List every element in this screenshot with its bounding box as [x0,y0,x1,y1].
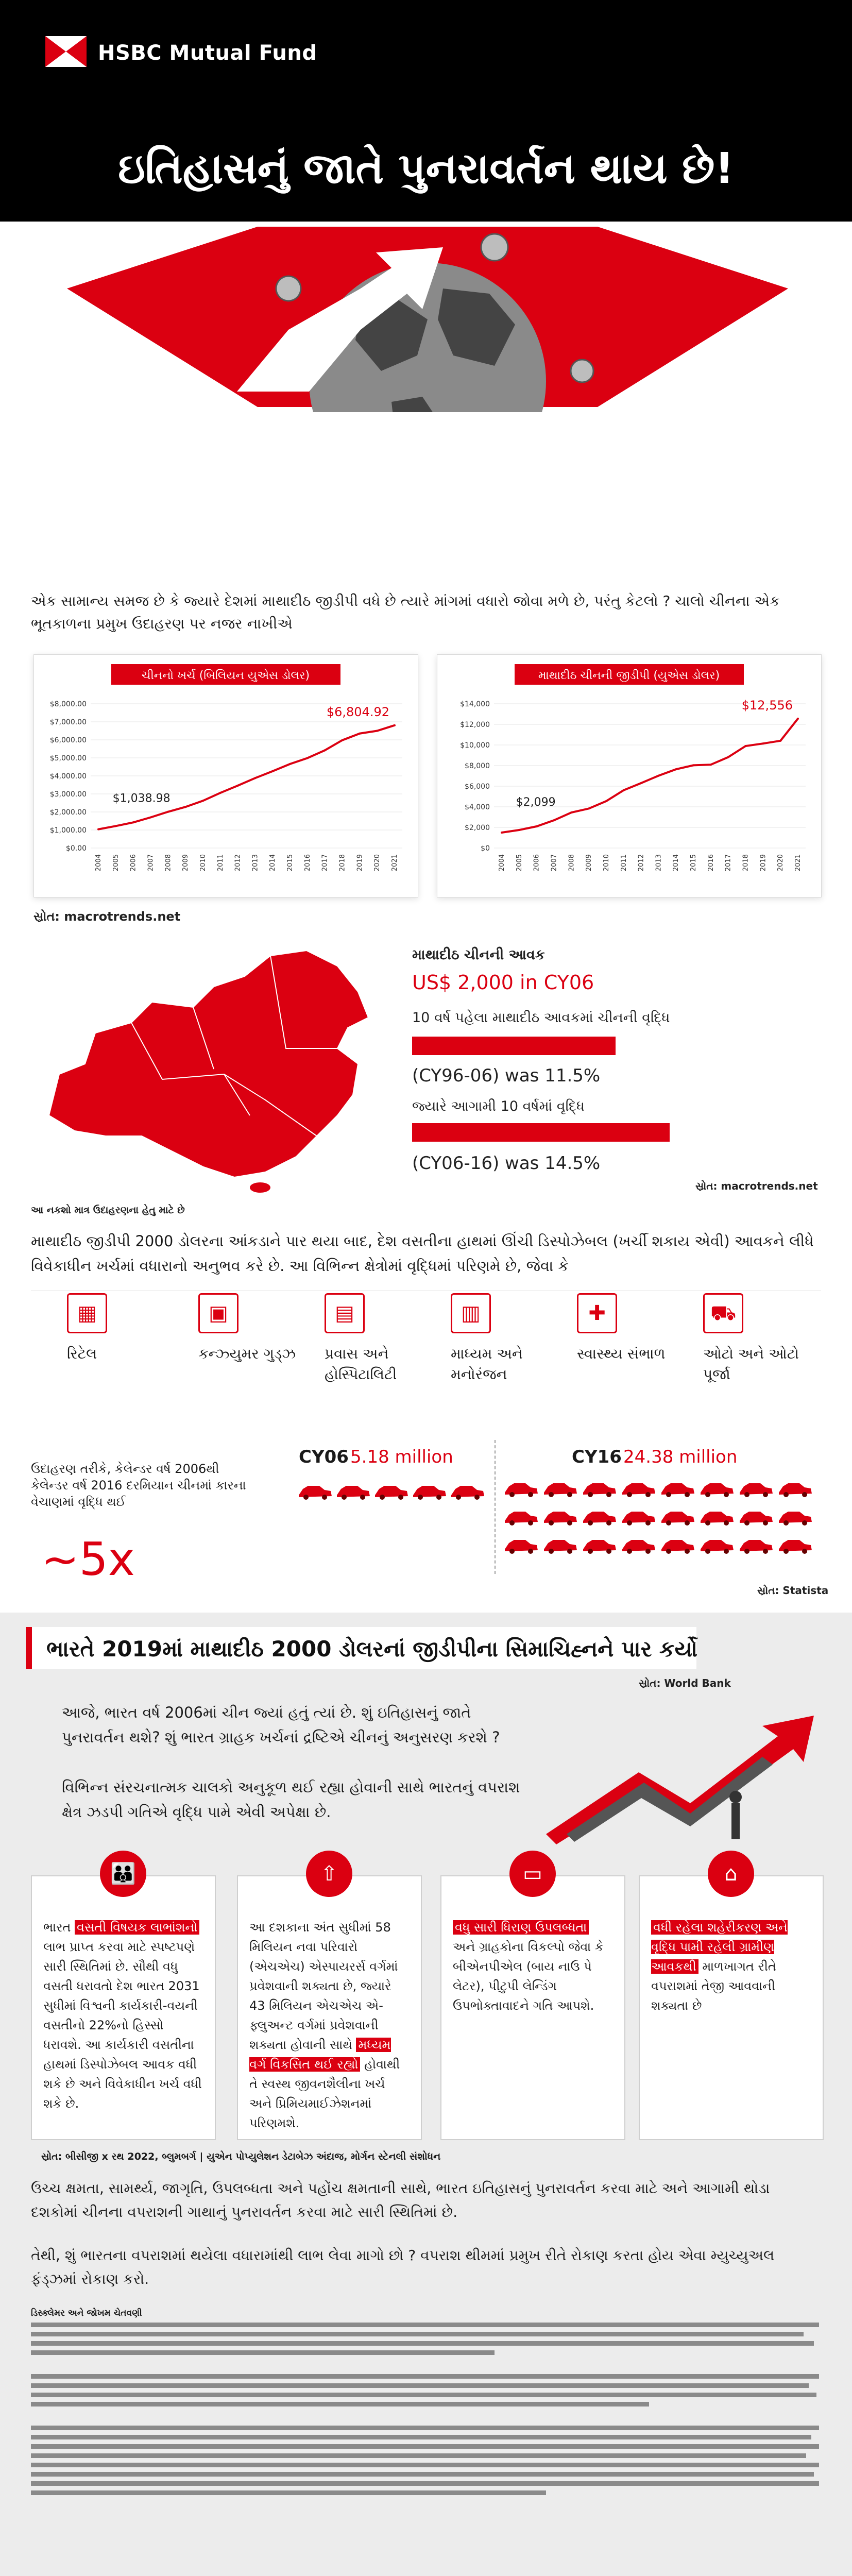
car-icon [661,1512,694,1526]
car-icon [583,1540,616,1554]
y-tick-label: $2,000 [465,824,490,832]
x-tick-label: 2011 [620,854,628,872]
series-line [502,719,798,833]
x-tick-label: 2007 [147,854,155,872]
series-line [98,725,395,829]
x-tick-label: 2016 [707,854,715,872]
car-icon [413,1486,446,1500]
people-icon: 👪 [100,1851,146,1897]
car-icon [544,1540,577,1554]
x-tick-label: 2005 [112,854,120,872]
stats-source: સ્રોત: macrotrends.net [695,1180,818,1192]
car-icon [779,1540,812,1554]
car-icon [740,1512,773,1526]
card-text: વધી રહેલા શહેરીકરણ અને વૃદ્ધિ પામી રહેલી ગ્રામીણ આવકથી માળખાગત રીતે વપરાશમાં તેજી આવવાની શક્યતા છે [651,1920,788,2013]
closing-text-2: તેથી, શું ભારતના વપરાશમાં થયેલા વધારામાંથી લાભ લેવા માગો છો ? વપરાશ થીમમાં પ્રમુખ રીતે રોકાણ કરતા હોય એવા મ્યુચ્યુઅલ ફંડ્ઝમાં રોકાણ કરો. [31,2247,775,2287]
sector-label: પ્રવાસ અને હોસ્પિટાલિટી [325,1345,397,1383]
sector-label: રિટેલ [67,1345,97,1362]
x-tick-label: 2004 [498,854,506,872]
sector-retail [67,1293,185,1364]
charts-source: સ્રોત: macrotrends.net [33,909,181,924]
y-tick-label: $4,000 [465,803,490,811]
y-tick-label: $5,000.00 [49,754,87,762]
x-tick-label: 2011 [216,854,225,872]
growth-icon: ⇧ [306,1851,352,1897]
card-credit [440,1862,625,2140]
y-tick-label: $6,000 [465,783,490,791]
data-point [762,742,764,744]
data-point [289,763,291,765]
intro-text: એક સામાન્ય સમજ છે કે જ્યારે દેશમાં માથાદીઠ જીડીપી વધે છે ત્યારે માંગમાં વધારો જોવા મળે છે, પરંતુ કેટલો ? ચાલો ચીનના એક ભૂતકાળના પ્રમુખ ઉદાહરણ પર નજર નાખીએ [31,592,780,632]
cars-2006-icons [299,1479,495,1515]
x-tick-label: 2006 [533,854,541,872]
data-point [237,785,239,787]
sector-label: ઓટો અને ઓટો પૂર્જા [703,1345,799,1383]
y-tick-label: $12,000 [460,721,490,729]
sector-healthcare [577,1293,695,1364]
cy16-label: CY16 [572,1447,622,1467]
cy16-value: 24.38 million [623,1447,738,1467]
x-tick-label: 2010 [602,854,610,872]
page-title: ઇતિહાસનું જાતે પુનરાવર્તન થાય છે! [118,144,734,193]
car-icon [701,1483,734,1497]
data-point [306,757,309,759]
data-point [254,777,256,779]
x-tick-label: 2018 [338,854,347,872]
car-icon [701,1540,734,1554]
y-tick-label: $7,000.00 [49,718,87,726]
data-point [219,792,221,794]
car-icon [375,1486,408,1500]
data-point [779,740,781,742]
cy06-label: CY06 [299,1447,349,1467]
car-icon [779,1512,812,1526]
data-point [553,819,555,821]
growth-after-value: (CY06-16) was 14.5% [412,1153,601,1174]
x-tick-label: 2014 [269,854,277,872]
car-icon [622,1540,655,1554]
car-icon [299,1486,332,1500]
y-tick-label: $14,000 [460,700,490,708]
growth-arrow-illustration [536,1695,824,1850]
x-tick-label: 2008 [164,854,173,872]
x-tick-label: 2015 [286,854,295,872]
card-demographic [31,1862,216,2140]
data-point [605,800,607,802]
chart-title: ચીનનો ખર્ચ (બિલિયન યુએસ ડોલર) [141,669,310,682]
x-tick-label: 2021 [794,854,802,872]
car-icon [505,1540,538,1554]
data-point [342,739,344,741]
data-point [132,821,134,823]
growth-before-value: (CY96-06) was 11.5% [412,1065,601,1086]
chart-card-gdp [437,654,822,897]
growth-after-label: જ્યારે આગામી 10 વર્ષમાં વૃદ્ધિ [412,1098,585,1114]
x-tick-label: 2014 [672,854,680,872]
india-question: આજે, ભારત વર્ષ 2006માં ચીન જ્યાં હતું ત્યાં છે. શું ઇતિહાસનું જાતે પુનરાવર્તન થશે? શું ભારત ગ્રાહક ખર્ચનાં દ્રષ્ટિએ ચીનનું અનુસરણ કરશે ? [62,1704,500,1746]
y-tick-label: $4,000.00 [49,772,87,781]
car-icon [779,1483,812,1497]
first-value-label: $2,099 [516,796,556,809]
data-point [376,730,378,732]
x-tick-label: 2009 [182,854,190,872]
last-value-label: $12,556 [741,698,793,713]
data-point [149,817,151,819]
growth-before-bar [412,1037,616,1055]
data-point [657,775,659,777]
line-chart-china-gdp [437,655,821,897]
data-point [745,745,747,747]
line-chart-china-spending [34,655,418,897]
data-point [623,789,625,791]
cars-example-text: ઉદાહરણ તરીકે, કેલેન્ડર વર્ષ 2006થી કેલેન્ડર વર્ષ 2016 દરમિયાન ચીનમાં કારના વેચાણમાં વૃદ્ધિ થઈ [31,1462,246,1509]
india-expectation: વિભિન્ન સંરચનાત્મક ચાલકો અનુકૂળ થઈ રહ્યા હોવાની સાથે ભારતનું વપરાશ ક્ષેત્ર ઝડપી ગતિએ વૃદ્ધિ પામે એવી અપેક્ષા છે. [62,1778,520,1821]
sector-consumer-goods [198,1293,317,1364]
x-tick-label: 2006 [129,854,138,872]
car-icon [740,1483,773,1497]
sector-auto [703,1293,822,1385]
card-urbanisation [639,1862,824,2140]
card-text: વધુ સારી ધિરાણ ઉપલબ્ધતા અને ગ્રાહકોના વિકલ્પો જેવા કે બીએનપીએલ (બાય નાઉ પે લેટર), પીટુપી લેન્ડિંગ ઉપભોક્તાવાદને ગતિ આપશે. [453,1920,604,2013]
car-icon [505,1483,538,1497]
x-tick-label: 2007 [550,854,558,872]
data-point [359,733,361,735]
india-source: સ્રોત: World Bank [639,1677,731,1689]
per-capita-value: US$ 2,000 in CY06 [412,971,594,994]
y-tick-label: $3,000.00 [49,790,87,799]
car-icon [583,1483,616,1497]
y-tick-label: $0 [481,844,490,853]
map-note: આ નકશો માત્ર ઉદાહરણના હેતુ માટે છે [31,1205,185,1216]
chart-title: માથાદીઠ ચીનની જીડીપી (યુએસ ડોલર) [538,669,720,682]
y-tick-label: $10,000 [460,741,490,750]
data-point [184,806,186,808]
data-point [167,811,169,813]
y-tick-label: $2,000.00 [49,808,87,817]
car-icon [544,1512,577,1526]
sector-label: સ્વાસ્થ્ય સંભાળ [577,1345,666,1362]
x-tick-label: 2018 [742,854,750,872]
car-icon [451,1486,484,1500]
data-point [797,718,799,720]
y-tick-label: $8,000 [465,762,490,770]
cards-source: સ્રોત: બીસીજી x રથ 2022, બ્લુમબર્ગ | યુએન પોપ્યુલેશન ડેટાબેઝ અંદાજ, મોર્ગન સ્ટેનલી સંશોધન [41,2151,441,2162]
data-point [727,756,729,758]
last-value-label: $6,804.92 [326,704,389,719]
y-tick-label: $6,000.00 [49,736,87,744]
y-tick-label: $1,000.00 [49,826,87,835]
x-tick-label: 2012 [637,854,645,872]
growth-before-label: 10 વર્ષ પહેલા માથાદીઠ આવકમાં ચીનની વૃદ્ધિ [412,1010,670,1026]
x-tick-label: 2013 [655,854,663,872]
car-icon [505,1512,538,1526]
car-icon: ⛟ [703,1293,743,1333]
x-tick-label: 2005 [515,854,523,872]
cars-2016-icons [505,1479,824,1582]
data-point [115,825,117,827]
per-capita-label: માથાદીઠ ચીનની આવક [412,947,545,963]
hsbc-logo-icon [45,36,87,67]
x-tick-label: 2021 [391,854,399,872]
film-icon: ▥ [451,1293,491,1333]
data-point [518,829,520,831]
x-tick-label: 2020 [373,854,382,872]
car-icon [661,1483,694,1497]
house-icon: ⌂ [708,1851,754,1897]
data-point [570,811,572,814]
sector-travel [325,1293,443,1385]
x-tick-label: 2009 [585,854,593,872]
car-icon [740,1540,773,1554]
data-point [588,807,590,809]
sector-media [451,1293,569,1385]
x-tick-label: 2019 [356,854,364,872]
x-tick-label: 2010 [199,854,207,872]
car-icon [701,1512,734,1526]
data-point [501,832,503,834]
data-point [324,749,326,751]
data-point [202,800,204,802]
car-icon [622,1512,655,1526]
data-point [97,828,99,831]
x-tick-label: 2015 [690,854,698,872]
x-tick-label: 2012 [234,854,242,872]
car-icon [661,1540,694,1554]
cars-divider [495,1440,496,1574]
cars-multiplier: ~5x [41,1533,135,1586]
y-tick-label: $8,000.00 [49,700,87,708]
x-tick-label: 2017 [724,854,732,872]
health-icon: ✚ [577,1293,617,1333]
car-icon [544,1483,577,1497]
x-tick-label: 2008 [568,854,576,872]
chart-card-spending [33,654,418,897]
x-tick-label: 2017 [321,854,329,872]
storefront-icon: ▦ [67,1293,107,1333]
disclaimer-fine-print [31,2323,821,2576]
india-banner-text: ભારતે 2019માં માથાદીઠ 2000 ડોલરનાં જીડીપીના સિમાચિહ્નને પાર કર્યો [46,1636,698,1662]
card-text: ભારત વસતી વિષયક લાભાંશનો લાભ પ્રાપ્ત કરવા માટે સ્પષ્ટપણે સારી સ્થિતિમાં છે. સૌથી વધુ વસતી ધરાવતો દેશ ભારત 2031 સુધીમાં વિશ્વની કાર્યકારી-વયની વસતીનો 22%નો હિસ્સો ધરાવશે. આ કાર્યકારી વસતીના હાથમાં ડિસ્પોઝેબલ આવક વધી શકે છે અને વિવેકાધીન ખર્ચ વધી શકે છે. [43,1920,202,2111]
car-icon [622,1483,655,1497]
credit-card-icon: ▭ [509,1851,556,1897]
car-icon [583,1512,616,1526]
cy06-value: 5.18 million [350,1447,453,1467]
x-tick-label: 2020 [777,854,785,872]
data-point [536,825,538,827]
data-point [675,768,677,770]
first-value-label: $1,038.98 [112,792,171,805]
x-tick-label: 2019 [759,854,768,872]
card-text: આ દશકાના અંત સુધીમાં 58 મિલિયન નવા પરિવારો (એચએચ) એસ્પાયરર્સ વર્ગમાં પ્રવેશવાની શક્યતા છે, જ્યારે 43 મિલિયન એચએચ એ-ફ્લુઅન્ટ વર્ગમાં પ્રવેશવાની શક્યતા હોવાની સાથે મધ્યમ વર્ગ વિકસિત થઈ રહ્યો હોવાથી તે સ્વસ્થ જીવનશૈલીના ખર્ચ અને પ્રિમિયમાઈઝેશનમાં પરિણમશે. [249,1920,400,2130]
sector-label: કન્ઝ્યુમર ગુડ્ઝ [198,1345,296,1362]
x-tick-label: 2004 [95,854,103,872]
data-point [271,770,274,772]
disclaimer-title: ડિસ્ક્લેમર અને જોખમ ચેતવણી [31,2308,142,2318]
growth-after-bar [412,1123,670,1142]
data-point [692,764,694,766]
china-map-icon [28,945,394,1193]
x-tick-label: 2016 [303,854,312,872]
data-point [710,764,712,766]
luggage-icon: ▤ [325,1293,365,1333]
cars-source: સ્રોત: Statista [757,1584,829,1597]
card-middle-class [237,1862,422,2140]
data-point [394,724,396,726]
y-tick-label: $0.00 [65,844,87,853]
box-icon: ▣ [198,1293,238,1333]
closing-text-1: ઉચ્ચ ક્ષમતા, સામર્થ્ય, જાગૃતિ, ઉપલબ્ધતા અને પહોંચ ક્ષમતાની સાથે, ભારત ઇતિહાસનું પુનરાવર્તન કરવા માટે અને આગામી થોડા દશકોમાં ચીનના વપરાશની ગાથાનું પુનરાવર્તન કરવા માટે સારી સ્થિતિમાં છે. [31,2180,770,2221]
sector-label: માધ્યમ અને મનોરંજન [451,1345,523,1383]
car-icon [337,1486,370,1500]
brand-name: HSBC Mutual Fund [98,41,317,65]
discretionary-text: માથાદીઠ જીડીપી 2000 ડોલરના આંકડાને પાર થયા બાદ, દેશ વસતીના હાથમાં ઊંચી ડિસ્પોઝેબલ (ખર્ચી શકાય એવી) આવકને લીધે વિવેકાધીન ખર્ચમાં વધારાનો અનુભવ કરે છે. આ વિભિન્ન ક્ષેત્રોમાં વૃદ્ધિમાં પરિણમે છે, જેવા કે [31,1232,814,1275]
x-tick-label: 2013 [251,854,260,872]
data-point [640,782,642,784]
